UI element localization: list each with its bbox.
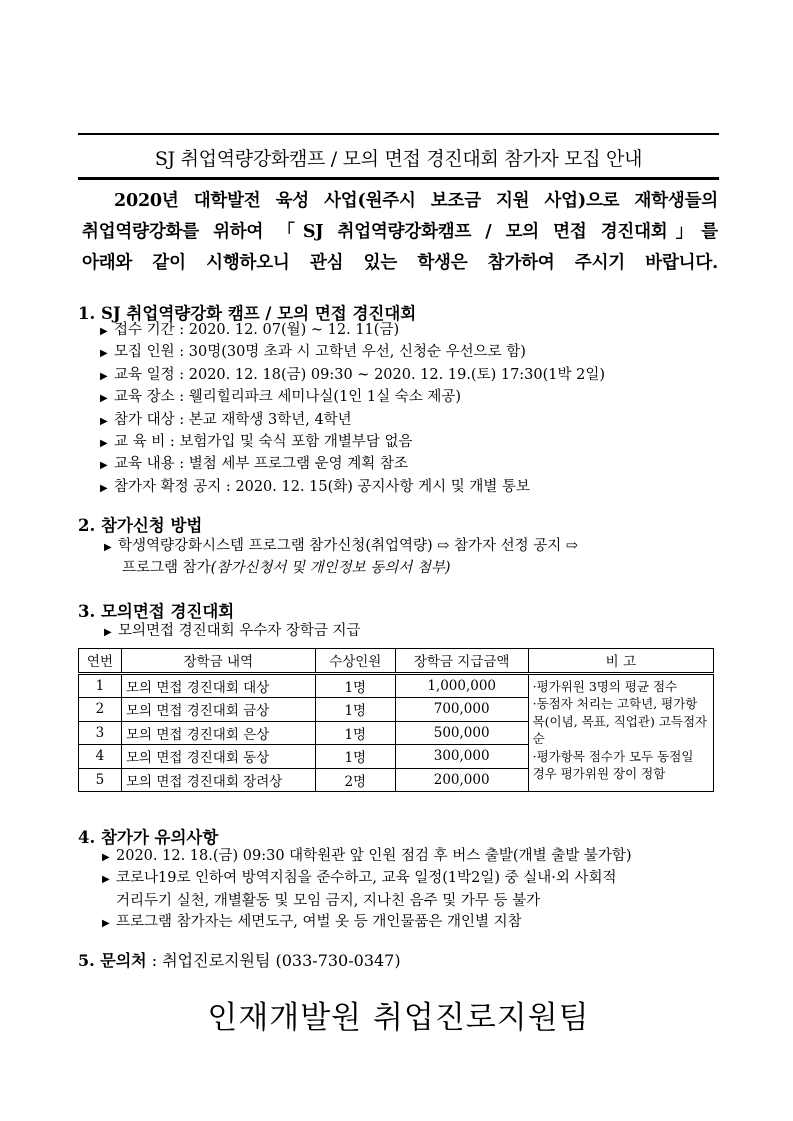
list-item: ▶ 참가자 확정 공지 : 2020. 12. 15(화) 공지사항 게시 및 개별 통보 — [100, 477, 605, 499]
table-cell: 모의 면접 경진대회 대상 — [121, 673, 315, 698]
list-item: ▶ 교육 장소 : 웰리힐리파크 세미나실(1인 1실 숙소 제공) — [100, 387, 605, 409]
triangle-bullet-icon: ▶ — [100, 348, 108, 360]
table-cell: 2명 — [315, 768, 395, 792]
table-cell: 모의 면접 경진대회 은상 — [121, 721, 315, 745]
triangle-bullet-icon: ▶ — [100, 438, 108, 450]
section4-list — [102, 846, 632, 935]
table-cell: 700,000 — [395, 698, 528, 722]
list-item: ▶ 프로그램 참가자는 세면도구, 여벌 옷 등 개인물품은 개인별 지참 — [102, 912, 632, 934]
list-item-continuation: 거리두기 실천, 개별활동 및 모임 금지, 지나친 음주 및 가무 등 불가 — [116, 892, 541, 909]
table-cell: 모의 면접 경진대회 동상 — [121, 745, 315, 769]
triangle-bullet-icon: ▶ — [100, 393, 108, 405]
section2-heading: 2. 참가신청 방법 — [78, 516, 203, 535]
column-header: 연번 — [79, 649, 122, 674]
intro-line: 2020년 대학발전 육성 사업(원주시 보조금 지원 사업)으로 재학생들의 — [114, 191, 718, 211]
title-divider — [78, 177, 719, 180]
list-item: ▶ 참가 대상 : 본교 재학생 3학년, 4학년 — [100, 410, 605, 432]
triangle-bullet-icon: ▶ — [104, 542, 112, 553]
list-item: ▶ 교육 내용 : 별첨 세부 프로그램 운영 계획 참조 — [100, 454, 605, 476]
intro-line: 취업역량강화를 위하여 「SJ 취업역량강화캠프 / 모의 면접 경진대회」를 — [82, 222, 718, 242]
table-cell: 5 — [79, 768, 122, 792]
triangle-bullet-icon: ▶ — [100, 460, 108, 472]
triangle-bullet-icon: ▶ — [100, 370, 108, 382]
table-cell: 1,000,000 — [395, 673, 528, 698]
section5-heading: 5. 문의처 — [78, 951, 147, 970]
scholarship-table — [78, 648, 714, 792]
section1-heading: 1. SJ 취업역량강화 캠프 / 모의 면접 경진대회 — [78, 304, 417, 323]
table-cell: 모의 면접 경진대회 금상 — [121, 698, 315, 722]
table-cell: 1명 — [315, 745, 395, 769]
list-item: ▶ 접수 기간 : 2020. 12. 07(월) ~ 12. 11(금) — [100, 320, 605, 342]
triangle-bullet-icon: ▶ — [102, 852, 110, 863]
table-cell: 3 — [79, 721, 122, 745]
table-row — [79, 673, 714, 698]
footer-organization: 인재개발원 취업진로지원팀 — [207, 1000, 590, 1036]
triangle-bullet-icon: ▶ — [104, 627, 112, 638]
triangle-bullet-icon: ▶ — [102, 918, 110, 930]
column-header: 장학금 지급금액 — [395, 649, 528, 674]
section3-heading: 3. 모의면접 경진대회 — [78, 602, 235, 621]
column-header: 수상인원 — [315, 649, 395, 674]
top-divider — [78, 133, 719, 135]
list-item-continuation: 프로그램 참가(참가신청서 및 개인정보 동의서 첨부) — [122, 560, 451, 577]
table-cell: 4 — [79, 745, 122, 769]
triangle-bullet-icon: ▶ — [100, 482, 108, 494]
triangle-bullet-icon: ▶ — [100, 415, 108, 427]
remarks-cell: ·평가위원 3명의 평균 점수 ·동점자 처리는 고학년, 평가항목(이념, 목표, 직업관) 고득점자순 ·평가항목 점수가 모두 동점일 경우 평가위원 장이 정함 — [528, 673, 713, 792]
list-item: ▶ 학생역량강화시스템 프로그램 참가신청(취업역량) ⇨ 참가자 선정 공지 ⇨ — [104, 536, 578, 558]
column-header: 비 고 — [528, 649, 713, 674]
table-cell: 200,000 — [395, 768, 528, 792]
table-cell: 300,000 — [395, 745, 528, 769]
column-header: 장학금 내역 — [121, 649, 315, 674]
table-cell: 1 — [79, 673, 122, 698]
list-item: ▶ 교 육 비 : 보험가입 및 숙식 포함 개별부담 없음 — [100, 432, 605, 454]
table-cell: 1명 — [315, 673, 395, 698]
section1-list — [100, 320, 605, 499]
section3-list — [104, 621, 361, 643]
table-cell: 1명 — [315, 721, 395, 745]
contact-line — [78, 948, 401, 971]
table-cell: 1명 — [315, 698, 395, 722]
page-title: SJ 취업역량강화캠프 / 모의 면접 경진대회 참가자 모집 안내 — [154, 148, 643, 170]
section4-heading: 4. 참가가 유의사항 — [78, 828, 219, 847]
list-item: ▶ 코로나19로 인하여 방역지침을 준수하고, 교육 일정(1박2일) 중 실내·외 사회적 — [102, 868, 632, 890]
triangle-bullet-icon: ▶ — [102, 874, 110, 886]
intro-paragraph — [82, 186, 718, 279]
table-cell: 2 — [79, 698, 122, 722]
section2-list — [104, 536, 578, 580]
table-cell: 모의 면접 경진대회 장려상 — [121, 768, 315, 792]
intro-line: 아래와 같이 시행하오니 관심 있는 학생은 참가하여 주시기 바랍니다. — [82, 253, 718, 273]
list-item: ▶ 교육 일정 : 2020. 12. 18(금) 09:30 ~ 2020. 12. 19.(토) 17:30(1박 2일) — [100, 365, 605, 387]
list-item: ▶ 모의면접 경진대회 우수자 장학금 지급 — [104, 621, 361, 643]
list-item: ▶ 모집 인원 : 30명(30명 초과 시 고학년 우선, 신청순 우선으로 함) — [100, 342, 605, 364]
contact-info: : 취업진로지원팀 (033-730-0347) — [151, 951, 401, 970]
list-item: ▶ 2020. 12. 18.(금) 09:30 대학원관 앞 인원 점검 후 버스 출발(개별 출발 불가함) — [102, 846, 632, 868]
triangle-bullet-icon: ▶ — [100, 326, 108, 337]
table-cell: 500,000 — [395, 721, 528, 745]
table-header-row — [79, 649, 714, 674]
